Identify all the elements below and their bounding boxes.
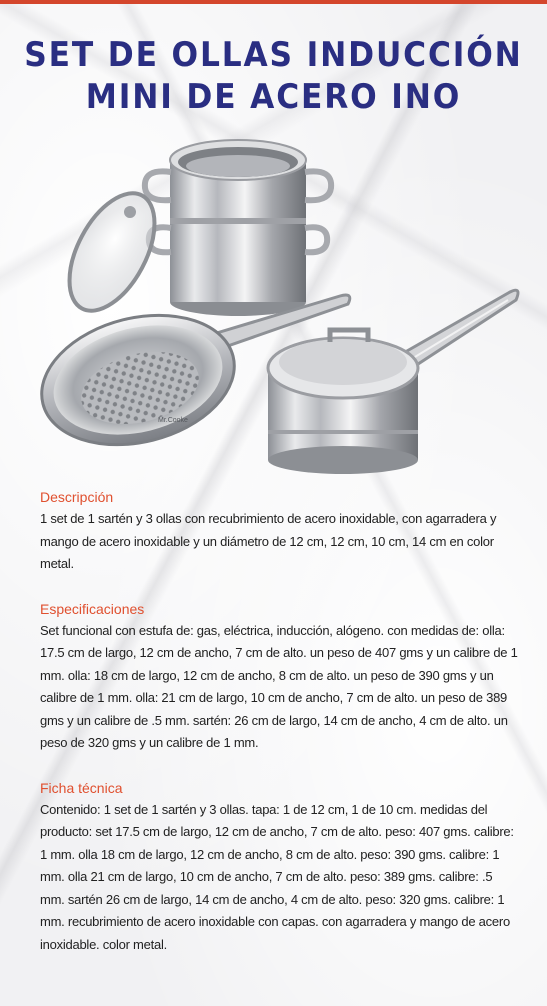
top-accent-rule [0, 0, 547, 4]
brand-logo: Mr.Cooke [158, 417, 188, 424]
saucepan-icon [268, 330, 418, 474]
technical-sheet-text: Contenido: 1 set de 1 sartén y 3 ollas. tapa: 1 de 12 cm, 1 de 10 cm. medidas del producto: set 17.5 cm de largo, 12 cm de ancho, 7 cm de alto. peso: 407 gms. calibre: 1 mm. olla 18 cm de largo, 12 cm de ancho, 8 cm de alto. peso: 390 gms. calibre: 1 mm. olla 21 cm de largo, 10 cm de ancho, 7 cm de alto. peso: 389 gms. calibre: .5 mm. sartén 26 cm de largo, 14 cm de ancho, 4 cm de alto. peso: 320 gms. calibre: 1 mm. recubrimiento de acero inoxidable con capas. con agarradera y mango de acero inoxidable. color metal. [40, 801, 514, 952]
saucepan-handle-icon [400, 290, 518, 368]
specifications-text: Set funcional con estufa de: gas, eléctrica, inducción, alógeno. con medidas de: olla: 17.5 cm de largo, 12 cm de ancho, 7 cm de alto. un peso de 407 gms y un calibre de 1 mm. olla: 18 cm de largo, 12 cm de ancho, 8 cm de alto. un peso de 390 gms y un calibre de 1 mm. olla: 21 cm de largo, 10 cm de ancho, 7 cm de alto. un peso de 389 gms y un calibre de .5 mm. sartén: 26 cm de largo, 14 cm de ancho, 4 cm de alto. un peso de 320 gms y un calibre de 1 mm. [40, 622, 518, 750]
technical-sheet-section [40, 777, 518, 957]
content-area [40, 486, 518, 978]
description-section [40, 486, 518, 576]
technical-sheet-heading: Ficha técnica [40, 779, 123, 796]
title-line-2: MINI DE ACERO INO [85, 77, 462, 117]
frying-pan-icon [40, 296, 248, 464]
cookware-set-image [40, 130, 530, 485]
title-line-1: SET DE OLLAS INDUCCIÓN [24, 35, 523, 75]
description-heading: Descripción [40, 489, 114, 505]
stockpot-icon [145, 140, 331, 316]
specifications-heading: Especificaciones [40, 600, 145, 617]
page-title [22, 34, 525, 118]
specifications-section [40, 598, 518, 755]
description-text: 1 set de 1 sartén y 3 ollas con recubrimiento de acero inoxidable, con agarradera y mango de acero inoxidable y un diámetro de 12 cm, 12 cm, 10 cm, 14 cm en color metal. [40, 511, 497, 571]
